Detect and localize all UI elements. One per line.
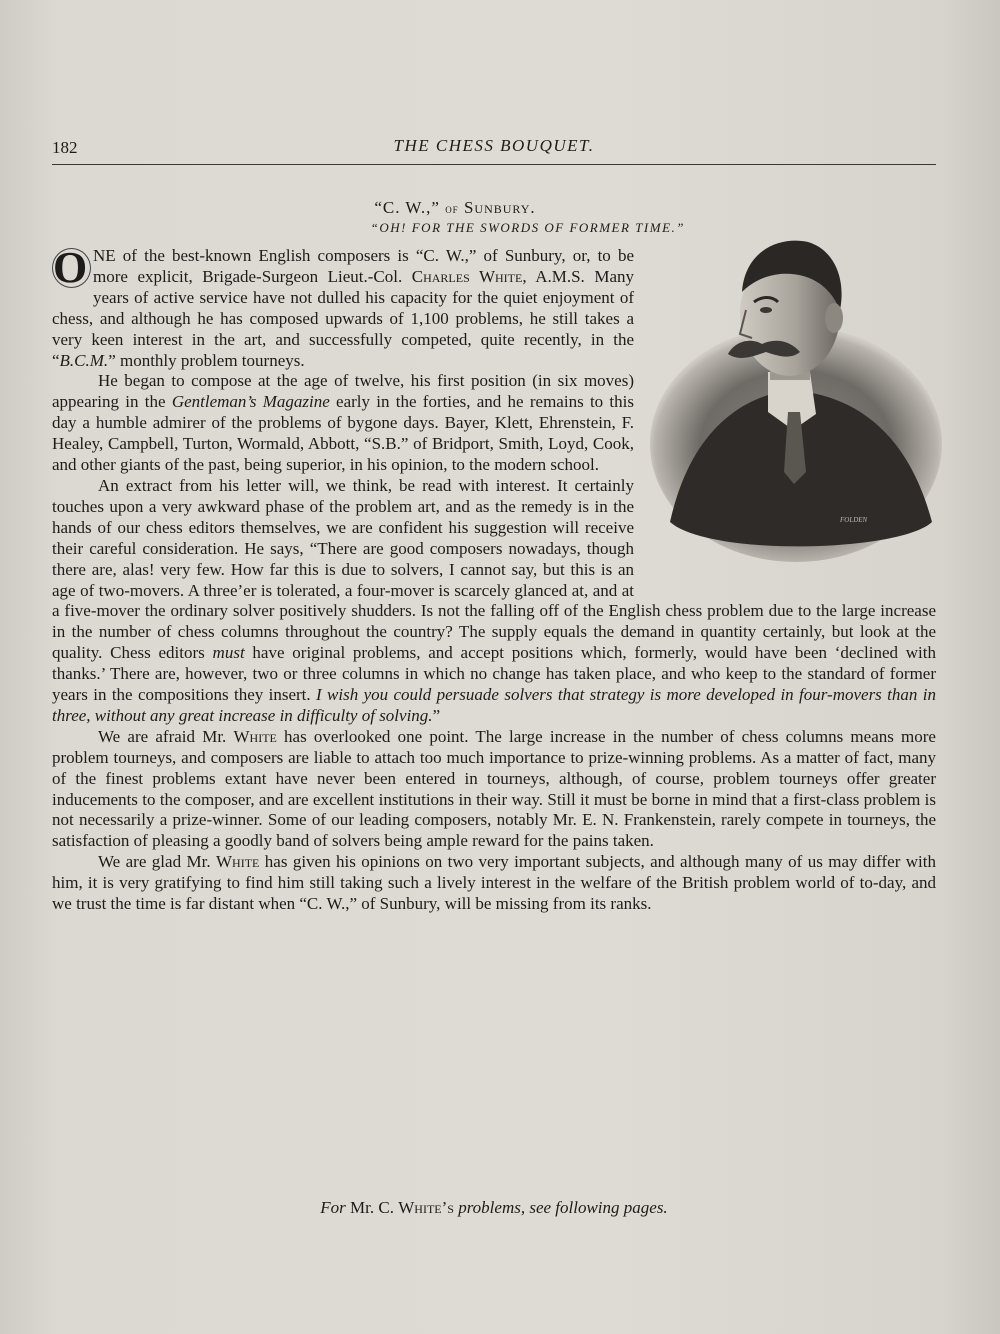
footer-note [52, 1198, 936, 1218]
p2-text-2: early in the forties, and he remains to this day a humble admirer of the problems of bygone days. Bayer, Klett, Ehrenstein, F. Healey, Campbell, Turton, Wormald, Abbott, “S.B.” of Bridport, Smith, Loyd, Cook, and other giants of the past, being superior, in his opinion, to the modern school. [52, 392, 634, 475]
footer-for: For [320, 1198, 346, 1217]
portrait-wrap-space [640, 246, 936, 584]
p3-text-3: ” [432, 705, 441, 725]
p1-text-1: NE of the best-known English composers is “C. W.,” of Sunbury, or, to be more explicit, Brigade-Surgeon Lieut.-Col. [93, 246, 634, 286]
p3-italic-1: must [212, 643, 245, 663]
p5-name: White [215, 852, 260, 872]
paragraph-4 [52, 727, 936, 852]
footer-name: White’s [398, 1198, 454, 1217]
footer-italic: problems, see following pages. [453, 1198, 668, 1217]
p2-italic: Gentleman’s Magazine [171, 392, 330, 412]
engraver-signature: FOLDEN [840, 516, 868, 524]
footer-text: Mr. C. [345, 1198, 399, 1217]
title-part-a: “C. W.,” [374, 198, 446, 217]
header-rule [52, 164, 936, 165]
p1-name: Charles White [411, 266, 523, 286]
p4-name: White [233, 726, 277, 746]
title-of: of [445, 201, 459, 216]
p1-text-2: , A.M.S. Many years of active service have not dulled his capacity for the quiet enjoyment of chess, and although he has composed upwards of 1,100 problems, he still takes a very keen interest in the art, and successfully competed, quite recently, in the “ [52, 266, 634, 370]
p3-text-1: An extract from his letter will, we think, be read with interest. It certainly touches upon a very awkward phase of the problem art, and as the remedy is in the hands of our chess editors themselves, we are confident his suggestion will receive their careful consideration. He says, “There are good composers nowadays, though there are, alas! very few. How far this is due to solvers, I cannot say, but this is an age of two-movers. A three’er is tolerated, a four-mover is scarcely glanced at, and at a five-mover the ordinary solver positively shudders. Is not the falling off of the English chess problem due to the large increase in the number of chess columns throughout the country? The supply equals the demand in quantity certainly, but look at the quality. Chess editors [52, 475, 936, 663]
p3-italic-2: I wish you could persuade solvers that strategy is more developed in four-movers than in three, without any great increase in difficulty of solving. [52, 685, 936, 725]
paragraph-5 [52, 852, 936, 915]
p4-text-1: We are afraid Mr. [98, 726, 234, 746]
p2-text-1: He began to compose at the age of twelve, his first position (in six moves) appearing in the [52, 371, 634, 412]
p4-text-2: has overlooked one point. The large increase in the number of chess columns means more problem tourneys, and composers are liable to attach too much importance to prize-winning problems. As a matter of fact, many of the finest problems extant have never been entered in tourneys, although, of course, problem tourneys offer greater inducements to the composer, and are excellent institutions in their way. Still it must be borne in mind that a first-class problem is not necessarily a prize-winner. Some of our leading composers, notably Mr. E. N. Frankenstein, rarely compete in tourneys, the satisfaction of pleasing a goodly band of solvers being ample reward for the pains taken. [52, 726, 936, 851]
epigraph: “OH! FOR THE SWORDS OF FORMER TIME.” [370, 220, 685, 235]
p3-text-2: have original problems, and accept positions which, formerly, would have been ‘declined with thanks.’ There are, however, two or three columns in which no change has taken place, and who keep to the standard of former years in the compositions they insert. [52, 643, 937, 705]
p5-text-2: has given his opinions on two very important subjects, and although many of us may differ with him, it is very gratifying to find him still taking such a lively interest in the welfare of the British problem world of to-day, and we trust the time is far distant when “C. W.,” of Sunbury, will be missing from its ranks. [52, 852, 936, 914]
page-number: 182 [52, 138, 78, 157]
page-header [52, 134, 936, 164]
article-body [52, 243, 937, 915]
p1-italic: B.C.M. [59, 350, 109, 370]
drop-cap: O [52, 248, 91, 288]
title-part-b: Sunbury. [458, 198, 536, 217]
p1-text-3: ” monthly problem tourneys. [108, 350, 305, 370]
p5-text-1: We are glad Mr. [98, 852, 216, 872]
running-title: THE CHESS BOUQUET. [393, 136, 595, 155]
article-title [290, 198, 620, 218]
